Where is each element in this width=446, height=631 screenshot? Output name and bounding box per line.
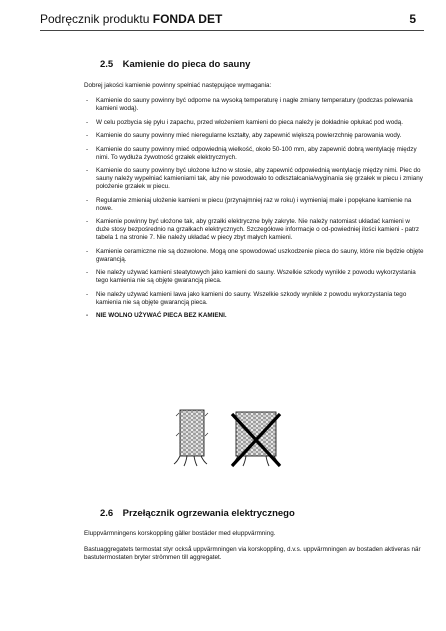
header-product-name: FONDA DET xyxy=(152,12,223,26)
list-item: - Kamienie powinny być ułożone tak, aby grzałki elektryczne były zakryte. Nie należy natomiast układać kamieni w duże stosy bezpośrednio na grzałkach elektrycznych. Szczegółowe informacje o od-powiedniej ilości kamieni - patrz tabela 1 na stronie 7. Nie należy układać w piecy zbyt małych kamieni. xyxy=(86,218,420,241)
list-item: - W celu pozbycia się pyłu i zapachu, przed włożeniem kamieni do pieca należy je dokładnie opłukać pod wodą. xyxy=(86,118,403,126)
header-rule xyxy=(40,30,424,31)
section-2-5-heading xyxy=(100,59,250,70)
warning-item: - NIE WOLNO UŻYWAĆ PIECA BEZ KAMIENI. xyxy=(86,312,227,319)
stones-correct-icon xyxy=(174,410,208,466)
list-item: - Kamienie do sauny powinny być ułożone luźno w stosie, aby zapewnić odpowiednią wentylację między nimi. Piec do sauny należy wypełniać kamieniami tak, aby nie powodowało to odkształcania/wyginania się grzałek w piecu i zmiany położenie grzałek w piecu. xyxy=(86,167,423,190)
section-2-6-paragraph-2: Bastuaggregatets termostat styr också uppvärmningen via korskoppling, d.v.s. uppvärmningen av bostaden aktiveras när bastutermostaten bryter strömmen till aggregatet. xyxy=(84,546,421,561)
section-2-6-paragraph-1: Eluppvärmningens korskoppling gäller bostäder med eluppvärmning. xyxy=(84,530,276,537)
section-2-6-title: Przełącznik ogrzewania elektrycznego xyxy=(122,508,295,519)
section-2-6-heading xyxy=(100,508,295,519)
list-item: - Nie należy używać kamieni steatytowych jako kamieni do sauny. Wszelkie szkody wynikłe z powodu wykorzystania tego kamienia nie są objęte gwarancją pieca. xyxy=(86,269,416,284)
section-2-5-intro: Dobrej jakości kamienie powinny spełniać następujące wymagania: xyxy=(84,82,272,89)
list-item: - Kamienie do sauny powinny mieć nieregularne kształty, aby zapewnić większą powierzchnię parowania wody. xyxy=(86,132,402,139)
list-item: - Kamienie do sauny powinny być odporne na wysoką temperaturę i nagłe zmiany temperatury (podczas polewania kamieni wodą). xyxy=(86,97,413,112)
list-item: - Nie należy używać kamieni lawa jako kamieni do sauny. Wszelkie szkody wynikłe z powodu wykorzystania tego kamienia nie są objęte gwarancją pieca. xyxy=(86,290,407,306)
document-header-title xyxy=(40,12,222,26)
section-2-5-number: 2.5 xyxy=(100,59,114,70)
page-number: 5 xyxy=(409,12,416,26)
section-2-6-number: 2.6 xyxy=(100,508,114,519)
stones-illustration xyxy=(162,406,292,476)
stones-wrong-crossed-icon xyxy=(232,412,280,466)
header-title-prefix: Podręcznik produktu xyxy=(40,12,150,26)
stone-requirements-list xyxy=(84,97,424,326)
list-item: - Kamienie do sauny powinny mieć odpowiednią wielkość, około 50-100 mm, aby zapewnić dobrą wentylację między nimi. To wydłuża żywotność grzałek elektrycznych. xyxy=(86,145,417,161)
list-item: - Kamienie ceramiczne nie są dozwolone. Mogą one spowodować uszkodzenie pieca do sauny, które nie będzie objęte gwarancją. xyxy=(86,247,424,263)
list-item: - Regularnie zmieniaj ułożenie kamieni w piecu (przynajmniej raz w roku) i wymieniaj małe i popękane kamienie na nowe. xyxy=(86,196,412,212)
section-2-5-title: Kamienie do pieca do sauny xyxy=(122,59,251,70)
